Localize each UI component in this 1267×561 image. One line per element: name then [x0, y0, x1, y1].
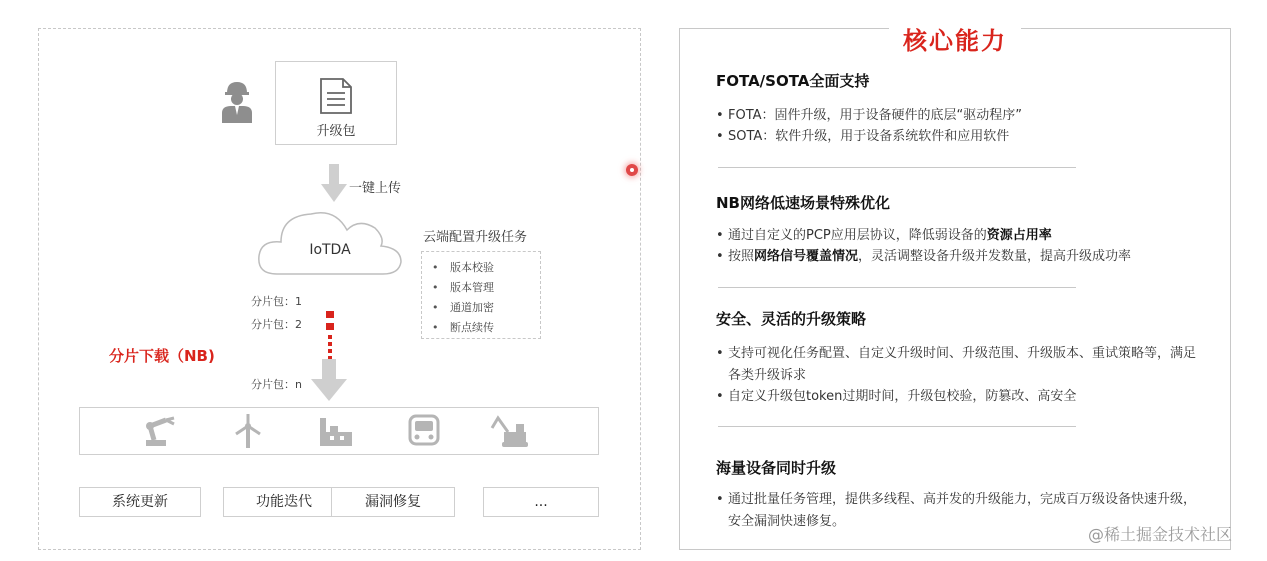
iotda-label: IoTDA [309, 242, 351, 258]
cloud-task-title: 云端配置升级任务 [423, 230, 528, 245]
robot-arm-icon [140, 414, 180, 448]
package-label: 升级包 [316, 124, 356, 139]
divider [718, 287, 1076, 288]
divider [718, 426, 1076, 427]
list-item: • 支持可视化任务配置、自定义升级时间、升级范围、升级版本、重试策略等，满足各类升级诉求 [716, 346, 1197, 383]
upload-arrow-icon [321, 164, 347, 204]
task-item: • 断点续传 [432, 318, 540, 338]
cursor-marker [626, 164, 638, 176]
wind-turbine-icon [228, 414, 268, 448]
task-item: • 版本校验 [432, 258, 540, 278]
list-item: • 按照网络信号覆盖情况，灵活调整设备升级并发数量，提高升级成功率 [716, 249, 1132, 264]
list-item: • 通过批量任务管理，提供多线程、高并发的升级能力，完成百万级设备快速升级，安全漏洞快速修复。 [716, 492, 1197, 529]
fragment-label-n: 分片包：n [251, 378, 302, 391]
section-title-fota: FOTA/SOTA全面支持 [716, 72, 870, 90]
fragment-label-1: 分片包：1 [251, 295, 302, 308]
download-arrow-icon [311, 359, 347, 401]
task-item: • 版本管理 [432, 278, 540, 298]
ota-flow-diagram [38, 28, 641, 550]
list-item: • FOTA：固件升级，用于设备硬件的底层“驱动程序” [716, 108, 1023, 123]
train-icon [404, 414, 444, 448]
task-list-box [421, 251, 541, 339]
vulnerability-fix-button[interactable]: 漏洞修复 [331, 487, 455, 517]
upload-label: 一键上传 [349, 181, 402, 196]
excavator-icon [490, 414, 530, 448]
list-item: • 通过自定义的PCP应用层协议，降低弱设备的资源占用率 [716, 228, 1052, 243]
feature-iteration-button[interactable]: 功能迭代 [223, 487, 345, 517]
person-icon [219, 79, 255, 123]
factory-icon [316, 414, 356, 448]
divider [718, 167, 1076, 168]
system-update-button[interactable]: 系统更新 [79, 487, 201, 517]
watermark: @稀土掘金技术社区 [1088, 525, 1233, 544]
document-icon [319, 77, 353, 115]
section-title-strategy: 安全、灵活的升级策略 [716, 310, 867, 328]
device-bar [79, 407, 599, 455]
list-item: • 自定义升级包token过期时间，升级包校验，防篡改、高安全 [716, 389, 1077, 404]
nb-download-label: 分片下载（NB) [109, 347, 215, 365]
task-item: • 通道加密 [432, 298, 540, 318]
list-item: • SOTA：软件升级，用于设备系统软件和应用软件 [716, 129, 1010, 144]
section-title-nb: NB网络低速场景特殊优化 [716, 194, 890, 212]
upgrade-package-box [275, 61, 397, 145]
section-title-mass: 海量设备同时升级 [716, 459, 837, 477]
panel-title: 核心能力 [680, 21, 1230, 56]
more-button[interactable]: ... [483, 487, 599, 517]
fragment-label-2: 分片包：2 [251, 318, 302, 331]
core-capabilities-panel [679, 28, 1231, 550]
